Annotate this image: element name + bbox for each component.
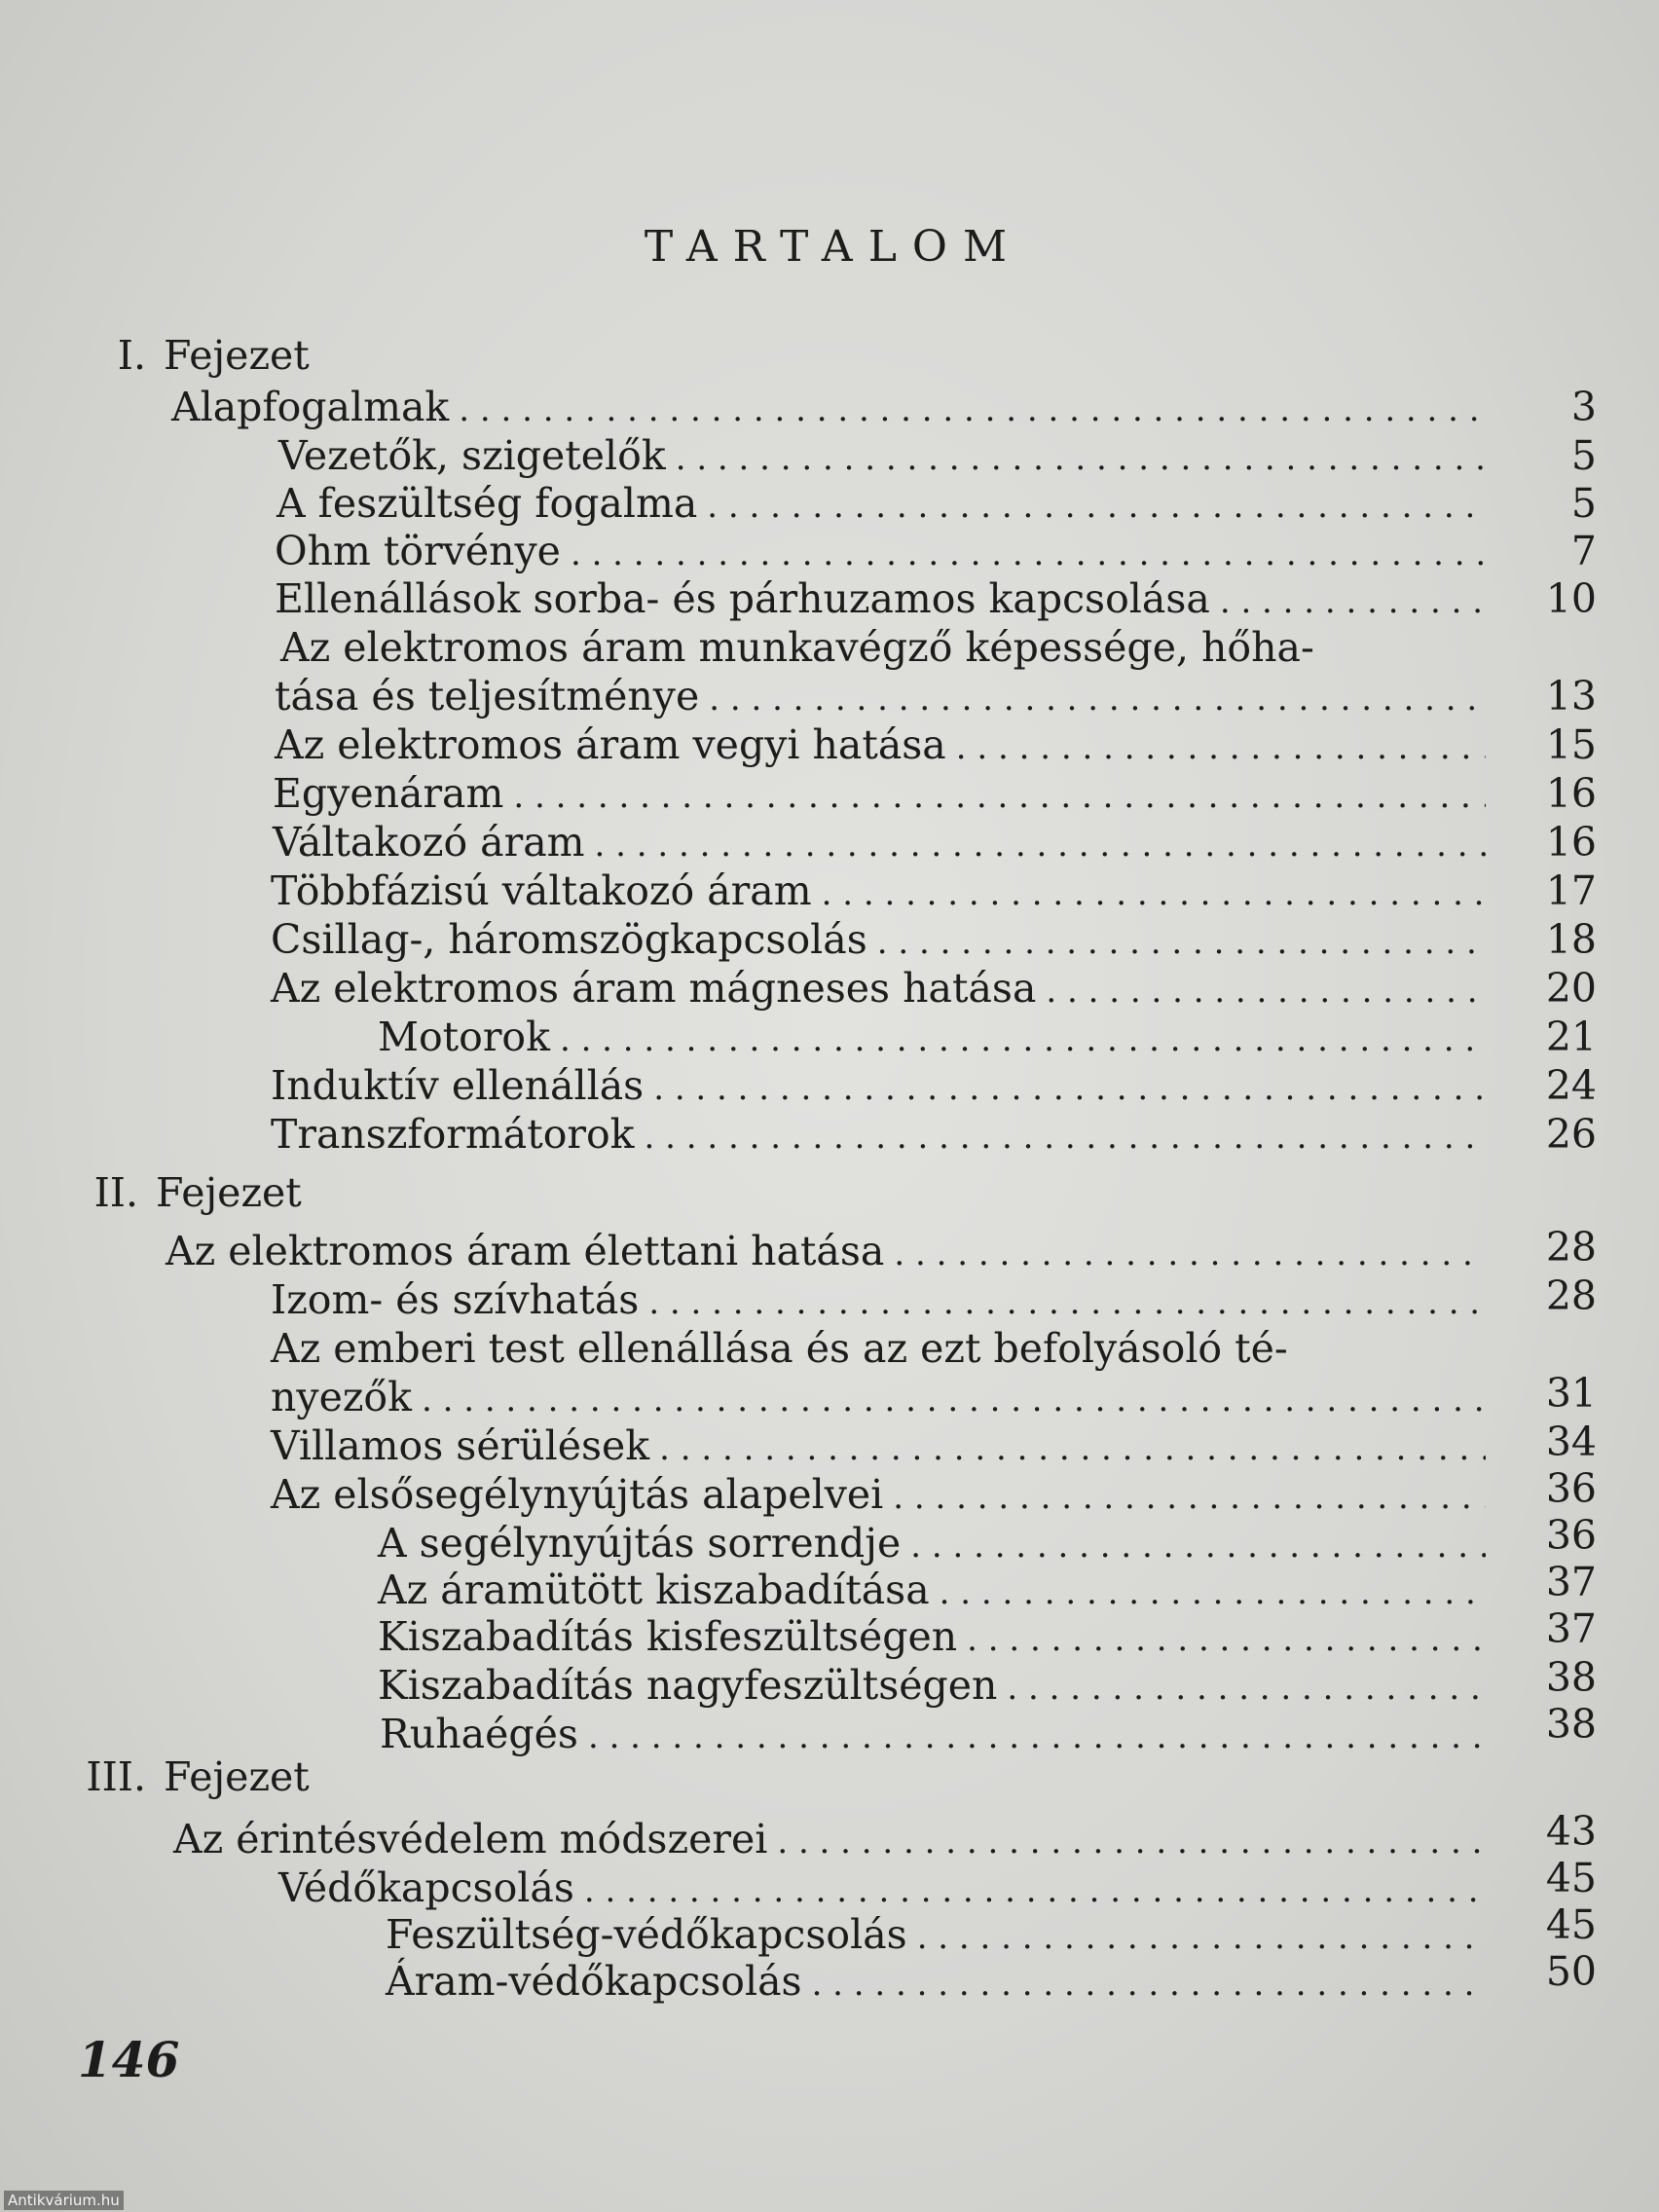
page-number: 10	[1545, 575, 1597, 622]
page-number: 24	[1545, 1062, 1597, 1109]
page-number: 3	[1570, 384, 1597, 430]
chapter-label: Fejezet	[164, 332, 310, 379]
toc-entry-first-line: Az emberi test ellenállása és az ezt befolyásoló té-	[271, 1325, 1288, 1372]
toc-entry: Villamos sérülések . . .	[271, 1421, 1486, 1470]
toc-entry: Alapfogalmak . . .	[171, 383, 1486, 431]
page-number: 38	[1545, 1654, 1597, 1701]
page-number: 18	[1545, 916, 1597, 963]
toc-entry: Váltakozó áram . . .	[273, 818, 1486, 866]
page-number: 36	[1545, 1512, 1597, 1559]
toc-entry: Transzformátorok . . .	[271, 1110, 1486, 1159]
page-number: 31	[1545, 1370, 1597, 1417]
toc-entry-first-line: Az elektromos áram munkavégző képessége, hőha-	[280, 624, 1314, 671]
page-number: 5	[1570, 480, 1597, 527]
toc-entry: Az elektromos áram vegyi hatása . . .	[275, 720, 1486, 769]
toc-entry: Az érintésvédelem módszerei . . .	[173, 1815, 1486, 1863]
toc-entry: Az elektromos áram élettani hatása . . .	[166, 1227, 1486, 1275]
page-number: 5	[1570, 432, 1597, 479]
toc-entry: Ruhaégés . . .	[380, 1710, 1486, 1758]
page-number: 43	[1545, 1808, 1597, 1855]
toc-entry: Kiszabadítás nagyfeszültségen . . .	[378, 1661, 1486, 1710]
page-number: 20	[1545, 965, 1597, 1012]
chapter-heading	[0, 331, 310, 380]
toc-entry: Védőkapcsolás . . .	[278, 1863, 1486, 1912]
toc-entry: Feszültség-védőkapcsolás . . .	[386, 1910, 1486, 1959]
chapter-label: Fejezet	[156, 1169, 302, 1216]
page-number: 38	[1545, 1701, 1597, 1748]
page-number: 28	[1545, 1224, 1597, 1271]
toc-entry: Áram-védőkapcsolás . . .	[386, 1957, 1486, 2006]
chapter-heading	[0, 1752, 310, 1801]
toc-entry-continuation: tása és teljesítménye . . .	[275, 672, 1486, 720]
page-number: 21	[1545, 1014, 1597, 1060]
page-number: 36	[1545, 1465, 1597, 1512]
toc-entry-continuation: nyezők . . .	[271, 1373, 1486, 1421]
watermark: Antikvárium.hu	[4, 2191, 124, 2210]
page-number: 26	[1545, 1111, 1597, 1158]
chapter-number: II.	[93, 1169, 138, 1216]
toc-entry: Izom- és szívhatás . . .	[271, 1275, 1486, 1324]
toc-entry: Az elsősegélynyújtás alapelvei . . .	[271, 1470, 1486, 1519]
toc-entry: Motorok . . .	[378, 1013, 1486, 1061]
page-number: 37	[1545, 1559, 1597, 1605]
page-number: 50	[1545, 1948, 1597, 1995]
toc-entry: A feszültség fogalma . . .	[276, 479, 1486, 528]
toc-entry: Ellenállások sorba- és párhuzamos kapcsolása . . .	[275, 574, 1486, 623]
page-number: 34	[1545, 1419, 1597, 1465]
page-number: 45	[1545, 1901, 1597, 1948]
page-folio: 146	[78, 2031, 180, 2088]
toc-entry: Egyenáram . . .	[273, 769, 1486, 818]
page-number: 13	[1545, 673, 1597, 719]
toc-entry: Többfázisú váltakozó áram . . .	[271, 866, 1486, 915]
chapter-label: Fejezet	[164, 1753, 310, 1800]
chapter-number: I.	[117, 332, 146, 379]
toc-entry: A segélynyújtás sorrendje . . .	[378, 1519, 1486, 1567]
page-number: 16	[1545, 819, 1597, 866]
page-number: 37	[1545, 1605, 1597, 1652]
page-number: 16	[1545, 770, 1597, 817]
page-number: 7	[1570, 528, 1597, 574]
page-number: 45	[1545, 1855, 1597, 1901]
toc-entry: Csillag-, háromszögkapcsolás . . .	[271, 915, 1486, 964]
page-number: 15	[1545, 721, 1597, 768]
toc-entry: Az elektromos áram mágneses hatása . . .	[271, 964, 1486, 1013]
chapter-number: III.	[86, 1753, 146, 1800]
chapter-heading	[0, 1168, 302, 1217]
page-number: 28	[1545, 1272, 1597, 1319]
toc-entry: Kiszabadítás kisfeszültségen . . .	[378, 1612, 1486, 1661]
toc-title: TARTALOM	[644, 222, 1023, 272]
toc-entry: Ohm törvénye . . .	[275, 527, 1486, 575]
toc-entry: Vezetők, szigetelők . . .	[278, 431, 1486, 480]
toc-entry: Az áramütött kiszabadítása . . .	[378, 1566, 1486, 1614]
toc-entry: Induktív ellenállás . . .	[271, 1061, 1486, 1110]
page-number: 17	[1545, 867, 1597, 914]
